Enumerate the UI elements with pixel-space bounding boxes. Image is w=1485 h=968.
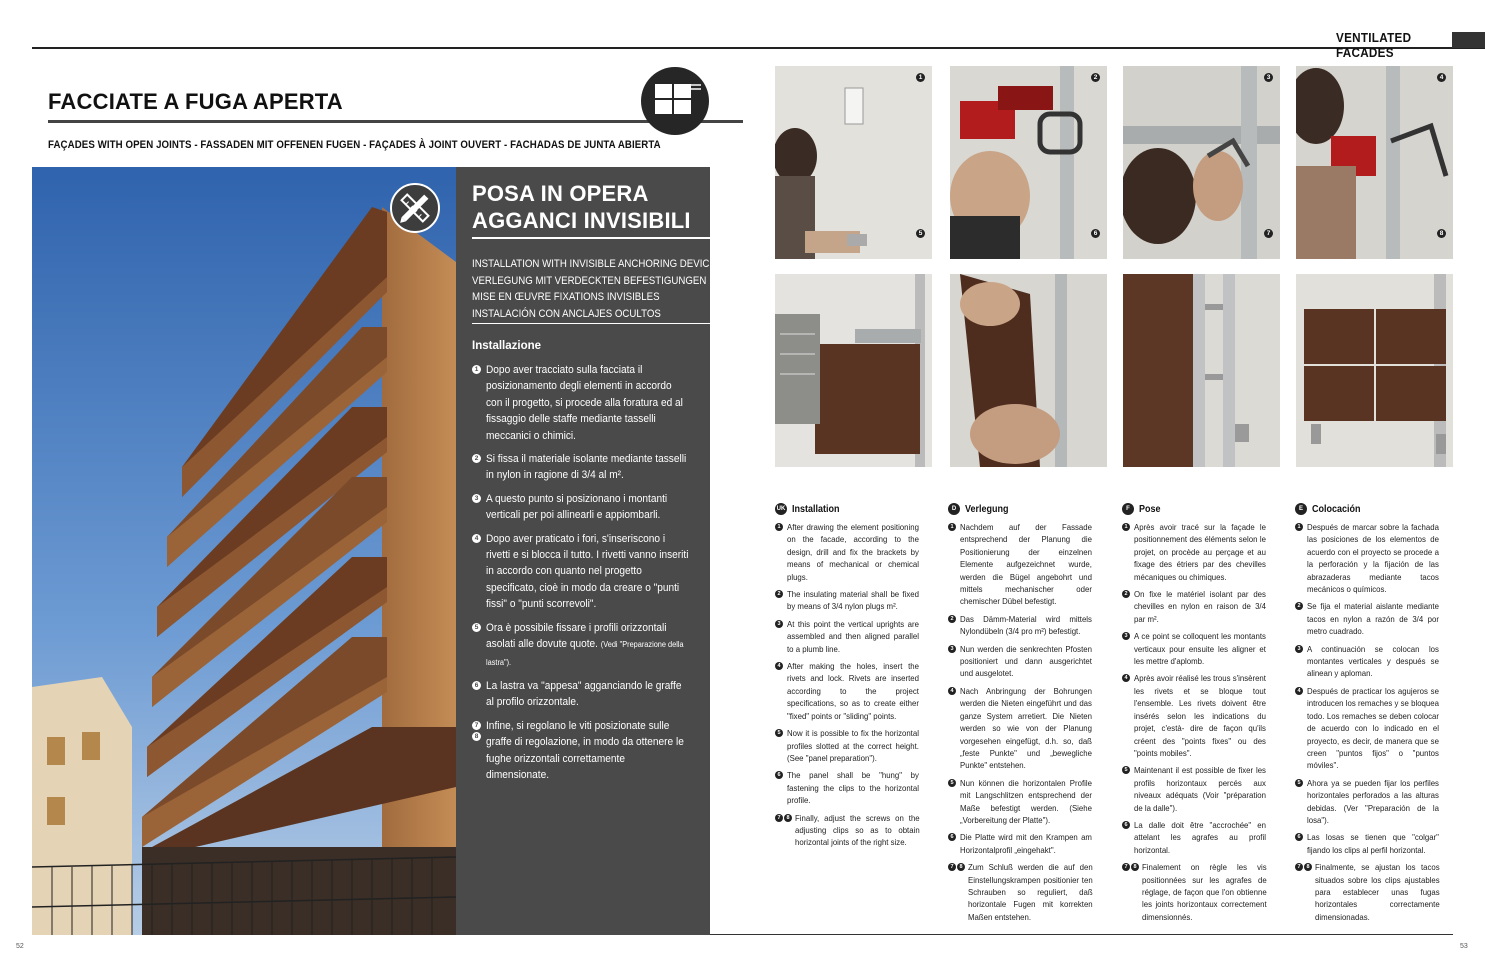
step-number-group	[472, 491, 486, 524]
step-number-group	[948, 643, 960, 680]
step-number-bullet: 7	[775, 814, 783, 822]
step-number-group	[948, 685, 960, 772]
step-number-group	[472, 620, 486, 671]
facade-panels-icon	[641, 67, 709, 135]
step-text	[486, 620, 690, 671]
step-photo-3	[1123, 66, 1280, 259]
column-step	[1122, 861, 1279, 923]
photo-number: 1	[916, 73, 925, 82]
step-photo-6	[950, 274, 1107, 467]
step-number-bullet: 4	[472, 534, 481, 543]
panel-lang-de: VERLEGUNG MIT VERDECKTEN BEFESTIGUNGEN	[472, 274, 707, 287]
column-header	[775, 503, 932, 515]
bottom-rule	[710, 934, 1453, 935]
page-subtitle: FAÇADES WITH OPEN JOINTS - FASSADEN MIT OFFENEN FUGEN - FAÇADES À JOINT OUVERT - FACHADAS DE JUNTA ABIERTA	[48, 139, 661, 151]
photo-number: 2	[1091, 73, 1100, 82]
step-text: Después de marcar sobre la fachada las posiciones de los elementos de acuerdo con el proyecto se procede a la perforación y la fijación de las abrazaderas mediante tacos mecánicos o químicos.	[1307, 522, 1439, 595]
column-fr	[1122, 503, 1279, 928]
step-text: Après avoir tracé sur la façade le positionnement des éléments selon le projet, on procède au perçage et au fixage des étriers par des chevilles mécaniques ou chimiques.	[1134, 522, 1266, 582]
column-step	[1295, 861, 1452, 923]
step-number-bullet: 2	[948, 615, 956, 623]
step-number-bullet: 5	[472, 623, 481, 632]
step-number-group	[472, 362, 486, 444]
panel-step	[472, 362, 708, 444]
column-step	[1295, 643, 1452, 680]
column-step	[1295, 521, 1452, 595]
step-number-group	[472, 531, 486, 613]
step-number-group	[1122, 630, 1134, 667]
step-photo-8	[1296, 274, 1453, 467]
top-rule	[32, 47, 1485, 49]
column-step	[948, 643, 1105, 680]
panel-step	[472, 718, 708, 784]
column-step	[948, 777, 1105, 827]
step-number-group	[1295, 831, 1307, 856]
step-number-group	[1295, 521, 1307, 595]
step-number-bullet: 2	[1295, 602, 1303, 610]
step-text	[486, 491, 690, 524]
step-number-group	[775, 660, 787, 722]
step-number-group	[948, 831, 960, 856]
step-number-bullet: 4	[1295, 687, 1303, 695]
step-text: Finally, adjust the screws on the adjusting clips so as to obtain horizontal joints of the right size.	[795, 812, 920, 848]
step-number-group	[948, 613, 960, 638]
column-step	[775, 521, 932, 583]
step-number-bullet: 5	[1122, 766, 1130, 774]
step-number-bullet: 5	[948, 779, 956, 787]
step-number-bullet: 6	[472, 681, 481, 690]
step-number-bullet: 1	[1295, 523, 1303, 531]
step-number-group	[775, 727, 787, 764]
step-number-bullet: 7	[1122, 863, 1130, 871]
step-text-main: A questo punto si posizionano i montanti verticali per poi allinearli e appiombarli.	[486, 492, 668, 522]
panel-step	[472, 491, 708, 524]
column-header	[1122, 503, 1279, 515]
column-step	[1122, 588, 1279, 625]
step-number-bullet: 1	[948, 523, 956, 531]
step-text: Maintenant il est possible de fixer les profils horizontaux percés aux niveaux adéquats (Voir "préparation de la dalle").	[1134, 765, 1266, 813]
photo-number: 5	[916, 229, 925, 238]
step-number-group	[1122, 672, 1134, 759]
step-number-group	[1122, 819, 1134, 856]
step-number-group	[775, 812, 795, 849]
step-text: Das Dämm-Material wird mittels Nylondübeln (3/4 pro m²) befestigt.	[960, 613, 1092, 637]
column-step	[775, 769, 932, 806]
step-text: The insulating material shall be fixed by means of 3/4 nylon plugs m².	[787, 589, 919, 612]
step-photo-7	[1123, 274, 1280, 467]
column-step	[1295, 777, 1452, 827]
step-text: Après avoir réalisé les trous s'insèrent les rivets et se bloque tout l'ensemble. Les rivets doivent être insérés selon les indications du projet, c'està- dire de façon qu'ils créent des "points fixes" ou des "points mobiles".	[1134, 673, 1266, 758]
step-number-bullet: 3	[775, 620, 783, 628]
panel-lang-es: INSTALACIÓN CON ANCLAJES OCULTOS	[472, 307, 661, 320]
column-step	[775, 812, 932, 849]
step-number-bullet: 7	[472, 721, 481, 730]
column-step	[1295, 685, 1452, 772]
step-number-bullet: 2	[775, 590, 783, 598]
step-number-group	[1122, 521, 1134, 583]
panel-title	[472, 180, 691, 234]
column-step	[948, 685, 1105, 772]
step-text	[486, 718, 690, 784]
photo-number: 8	[1437, 229, 1446, 238]
step-number-bullet: 8	[472, 732, 481, 741]
step-photo-2	[950, 66, 1107, 259]
column-step	[775, 727, 932, 764]
step-number-group	[775, 521, 787, 583]
step-text-main: La lastra va "appesa" agganciando le graffe al profilo orizzontale.	[486, 679, 682, 709]
step-number-bullet: 4	[948, 687, 956, 695]
step-photo-1	[775, 66, 932, 259]
panel-lang-fr: MISE EN ŒUVRE FIXATIONS INVISIBLES	[472, 291, 660, 303]
panel-rule	[472, 237, 710, 239]
column-step	[1295, 600, 1452, 637]
panel-title-line2: AGGANCI INVISIBILI	[472, 208, 691, 233]
step-text: Finalmente, se ajustan los tacos situados sobre los clips ajustables para establecer unas fugas horizontales correctamente dimensionadas.	[1315, 862, 1440, 922]
step-text: Las losas se tienen que "colgar" fijando los clips al perfil horizontal.	[1307, 832, 1439, 855]
step-number-group	[1295, 685, 1307, 772]
step-number-bullet: 6	[1122, 821, 1130, 829]
tools-icon	[390, 183, 440, 233]
language-badge: F	[1122, 503, 1134, 515]
language-badge: UK	[775, 503, 787, 515]
step-text-main: Infine, si regolano le viti posizionate sulle graffe di regolazione, in modo da ottenere le fughe orizzontali correttamente dimensionate.	[486, 719, 684, 781]
step-text: The panel shall be "hung" by fastening the clips to the horizontal profile.	[787, 770, 919, 806]
step-number-group	[1295, 600, 1307, 637]
step-text-main: Dopo aver praticato i fori, s'inseriscono i rivetti e si blocca il tutto. I rivetti vanno inseriti in accordo con quanto nel progetto specificato, cioè in modo da creare o "punti fissi" o "punti scorrevoli".	[486, 532, 689, 611]
step-number-group	[1122, 764, 1134, 814]
column-step	[775, 618, 932, 655]
column-title: Pose	[1139, 503, 1161, 515]
step-number-group	[948, 861, 968, 923]
column-step	[1122, 630, 1279, 667]
column-step	[1122, 764, 1279, 814]
panel-step-list	[472, 362, 708, 790]
step-number-group	[472, 678, 486, 711]
step-text: Finalement on règle les vis positionnées sur les agrafes de réglage, de façon que l'on obtienne les joints horizontaux correctement dimensionnés.	[1142, 862, 1267, 922]
step-number-group	[1122, 861, 1142, 923]
page-title: FACCIATE A FUGA APERTA	[48, 89, 343, 114]
panel-title-line1: POSA IN OPERA	[472, 181, 649, 206]
column-uk	[775, 503, 932, 854]
step-text: After making the holes, insert the rivets and lock. Rivets are inserted according to the project specifications, so as to create either "fixed" points or "sliding" points.	[787, 661, 919, 721]
column-header	[1295, 503, 1452, 515]
step-text-main: Dopo aver tracciato sulla facciata il posizionamento degli elementi in accordo con il progetto, si procede alla foratura ed al fissaggio delle staffe mediante tasselli meccanici o chimici.	[486, 364, 683, 442]
step-number-bullet: 2	[472, 454, 481, 463]
step-text: Die Platte wird mit den Krampen am Horizontalprofil „eingehakt".	[960, 832, 1092, 855]
step-number-bullet: 8	[957, 863, 965, 871]
step-number-bullet: 3	[948, 645, 956, 653]
step-photo-5	[775, 274, 932, 467]
column-title: Installation	[792, 503, 840, 515]
step-number-bullet: 5	[1295, 779, 1303, 787]
column-title: Colocación	[1312, 503, 1361, 515]
panel-step	[472, 531, 708, 613]
step-text: Zum Schluß werden die auf den Einstellungskrampen positionier ten Schrauben so reguliert, daß horizontale Fugen mit korrekten Maßen entstehen.	[968, 862, 1093, 922]
column-step	[948, 613, 1105, 638]
column-title: Verlegung	[965, 503, 1009, 515]
step-number-bullet: 3	[1295, 645, 1303, 653]
step-text: A ce point se colloquent les montants verticaux pour ensuite les aligner et les mettre d'aplomb.	[1134, 631, 1266, 667]
step-number-group	[1295, 643, 1307, 680]
column-step	[1122, 819, 1279, 856]
step-text: Nach Anbringung der Bohrungen werden die Nieten eingeführt und das ganze System arretiert. Die Nieten werden so wie von der Planung vorgesehen eingefügt, d.h. so, daß „feste Punkte" und „bewegliche Punkte" entstehen.	[960, 685, 1092, 771]
column-step	[948, 861, 1105, 923]
step-text-main: Si fissa il materiale isolante mediante tasselli in nylon in ragione di 3/4 al m².	[486, 453, 687, 482]
column-step	[775, 588, 932, 613]
panel-step	[472, 620, 708, 671]
column-step	[775, 660, 932, 722]
section-tag-block	[1452, 32, 1485, 48]
step-number-bullet: 3	[1122, 632, 1130, 640]
column-step	[1295, 831, 1452, 856]
step-number-group	[775, 769, 787, 806]
step-text: On fixe le matériel isolant par des chevilles en nylon en raison de 3/4 par m².	[1134, 589, 1266, 624]
step-number-bullet: 8	[1131, 863, 1139, 871]
panel-lang-en: INSTALLATION WITH INVISIBLE ANCHORING DEVICES	[472, 258, 723, 270]
step-number-bullet: 8	[1304, 863, 1312, 871]
column-step	[948, 521, 1105, 608]
step-text	[486, 362, 690, 444]
building-photo	[32, 167, 456, 935]
step-number-bullet: 4	[775, 662, 783, 670]
page-number-right: 53	[1460, 943, 1468, 950]
step-photo-4	[1296, 66, 1453, 259]
step-note: (Vedi "Preparazione della lastra").	[486, 640, 684, 667]
step-number-bullet: 7	[948, 863, 956, 871]
step-text: Now it is possible to fix the horizontal profiles slotted at the correct height. (See "panel preparation").	[787, 728, 919, 763]
column-step	[948, 831, 1105, 856]
step-number-bullet: 6	[948, 833, 956, 841]
step-number-bullet: 4	[1122, 674, 1130, 682]
step-text: Ahora ya se pueden fijar los perfiles horizontales perforados a las alturas debidas. (Ver "Preparación de la losa").	[1307, 777, 1439, 825]
panel-subheading: Installazione	[472, 340, 542, 352]
step-number-bullet: 8	[784, 814, 792, 822]
column-de	[948, 503, 1105, 928]
panel-step	[472, 451, 708, 484]
photo-number: 4	[1437, 73, 1446, 82]
panel-translations	[472, 256, 722, 322]
step-number-bullet: 7	[1295, 863, 1303, 871]
step-text: Se fija el material aislante mediante tacos en nylon a razón de 3/4 por metro cuadrado.	[1307, 601, 1439, 637]
page-number-left: 52	[16, 943, 24, 950]
step-number-group	[775, 588, 787, 613]
step-text: La dalle doit être "accrochée" en attelant les agrafes au profil horizontal.	[1134, 819, 1266, 855]
step-number-group	[1122, 588, 1134, 625]
step-number-group	[948, 777, 960, 827]
step-number-group	[775, 618, 787, 655]
step-number-bullet: 6	[775, 771, 783, 779]
title-rule	[48, 120, 743, 123]
step-number-bullet: 5	[775, 729, 783, 737]
step-text: A continuación se colocan los montantes verticales y después se alinean y aploman.	[1307, 643, 1439, 679]
photo-number: 6	[1091, 229, 1100, 238]
step-number-bullet: 1	[1122, 523, 1130, 531]
language-badge: D	[948, 503, 960, 515]
step-number-bullet: 3	[472, 494, 481, 503]
panel-rule	[472, 323, 710, 324]
language-badge: E	[1295, 503, 1307, 515]
step-text: Nun werden die senkrechten Pfosten positioniert und dann ausgerichtet und ausgelotet.	[960, 643, 1092, 679]
step-text: After drawing the element positioning on the facade, according to the design, drill and fix the brackets by means of mechanical or chemical plugs.	[787, 522, 919, 582]
step-number-group	[472, 718, 486, 784]
step-number-bullet: 6	[1295, 833, 1303, 841]
step-text	[486, 451, 690, 484]
step-text	[486, 678, 690, 711]
step-number-bullet: 2	[1122, 590, 1130, 598]
column-step	[1122, 672, 1279, 759]
section-tag: VENTILATED FACADES	[1336, 30, 1412, 60]
step-number-group	[1295, 861, 1315, 923]
step-number-bullet: 1	[472, 365, 481, 374]
panel-step	[472, 678, 708, 711]
step-text-main: Ora è possibile fissare i profili orizzontali asolati alle dovute quote.	[486, 621, 667, 651]
step-text: At this point the vertical uprights are assembled and then aligned parallel to a plumb line.	[787, 618, 919, 654]
step-text	[486, 531, 690, 613]
step-text: Después de practicar los agujeros se introducen los remaches y se bloquea todo. Los remaches se deben colocar de acuerdo con lo indicado en el proyecto, es decir, de manera que se creen "puntos fijos" o "puntos móviles".	[1307, 685, 1439, 771]
step-number-group	[472, 451, 486, 484]
photo-number: 7	[1264, 229, 1273, 238]
step-text: Nun können die horizontalen Profile mit Langschlitzen entsprechend der Maße befestigt werden. (Siehe „Vorbereitung der Platte").	[960, 777, 1092, 825]
step-number-group	[1295, 777, 1307, 827]
step-text: Nachdem auf der Fassade entsprechend der Planung die Positionierung der einzelnen Elemente aufgezeichnet wurde, werden die Bügel angebohrt und mittels mechanischer oder chemischer Dübel befestigt.	[960, 522, 1092, 607]
step-number-group	[948, 521, 960, 608]
column-header	[948, 503, 1105, 515]
step-number-bullet: 1	[775, 523, 783, 531]
photo-number: 3	[1264, 73, 1273, 82]
column-es	[1295, 503, 1452, 928]
column-step	[1122, 521, 1279, 583]
